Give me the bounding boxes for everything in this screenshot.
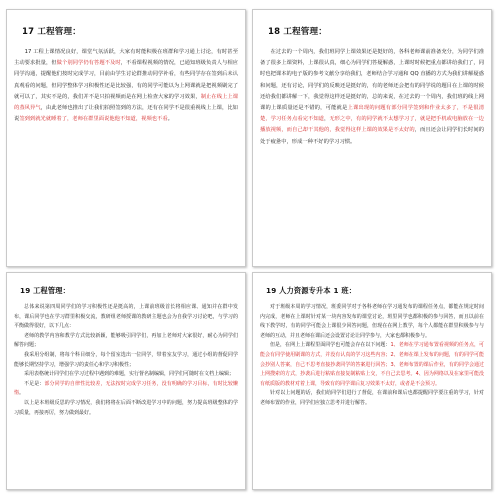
text-run: 对于班级本周的学习情况，班委同学对于各科老师在学习通发布的课程任务点，都能在规定时间内完成，老师在上课时针对某一块内容发布的课堂讨论，班里同学也都积极的参与回答，而且以前在线下教学时，有的同学可能会上课很少回答问题，但现在在网上教学，每个人都能在群里积极参与与老师的互动，并且老师在课后还会设置讨论让同学参与，大家也都积极参与。 [260,304,484,339]
text-run: 老师的教学内容和教学方式比较新颖，能够吸引同学们，再加上老师对大家很好，耐心为同学们解答问题； [14,332,238,349]
highlighted-text: 上课出现的问题有部分同学签到和作业太多了，不是很清楚，学习任务点看完不知道 [260,105,484,123]
highlighted-text: 签到到就光就睡着了，老师在群里面说他他不知道，视频也不看 [19,116,168,123]
report-paragraph [14,47,238,125]
page-19-hr-class [252,272,492,490]
text-run: ，不看课程视频的情况，已通知班级负责人与相应同学沟通，提醒他们按时完成学习，目前由学生讨论群推动同学补看，有些同学存在签到后未认真观看的问题，但同学整体学习积极性还是比较强，有的同学可能以为上网课就是把视频刷完了就可以了，其实不是的，我们并不是只拍视频而是在网上检查大家的学习效果， [14,60,238,100]
page-title: 17 工程管理： [22,27,81,37]
text-run: 在过去的一个周内，我们班同学上课效果还是挺好的，各科老师课前准备充分，为同学们准备了很多上课资料，上课很认真，细心为同学们答疑解惑，上课时时候把重点都讲给我们了，同时也把课本的电子版的参考文献分享给我们，老师结合学习通和 QQ 直播的方式为我们讲解疑惑和问题，还有讨论，同学们的反映还是挺好的，有的老师还会把有的同学说的题目在上课的时候还给我们都讲解一下，我觉得这样还是挺好的，总的来说，在过去的一个周内，我们班的线上网课的上课质量还是不错的，可能就是 [260,49,484,112]
report-paragraph [14,332,238,351]
text-run: 采用表格统计同学们在学习过程中遇到的难题，实行督名制编辑，同学们可随时在文档上编辑； [24,371,235,378]
text-run: 以上是本班级反思的学习情况，我们将将在后面不断改进学习中的问题，努力提高班级整体的学习质量，再接再厉，努力做到最好。 [14,399,238,416]
text-run: 针对以上问题的话，我们给同学们进行了督促，在课前和课后也都提醒同学要注重的学习，针对老师布置的作业，同学们应独立思考并进行解答。 [260,390,484,406]
report-paragraph [260,341,484,389]
report-paragraph [260,303,484,341]
text-run: 17 工程上课情况良好，课堂气氛活跃，大家有时能积极在班群和学习通上讨论，有时甚至主动要求批量，但 [14,49,238,67]
highlighted-text: 做个别同学仍有答题不及时 [56,60,121,67]
highlighted-text: 无形之中，有的同学就不太想学习了，就是把手机或电脑放在一边播放视频，而自己却干其他的，我觉得这样上课的效果是不太好的 [260,116,484,134]
page-title: 18 工程管理： [268,27,327,37]
page-19-engineering-management [6,272,246,490]
report-paragraph [14,399,238,418]
report-paragraph [14,303,238,332]
text-run: ，由此老师也推出了让我们拍照签到的方法，还有在同学不是很重视线上上课，比如说 [14,105,238,123]
text-run: ， [324,116,330,123]
text-run: 我采用分组制，将每个科目细分，每个留室选出一位同学，带着室友学习，通过小组的督促同学能够长期坚持学习，增强学习的责任心和学习积极性； [14,351,238,368]
report-paragraph [260,47,484,148]
page-17-engineering-management [6,9,246,267]
text-run: 不足是： [24,380,45,387]
highlighted-text: 部分同学的自律性比较差，无法按时完成学习任务，没有明确的学习目标，有时比较懒惰 [14,380,238,397]
text-run: ，而且还会让同学们长时间的处于疲惫中，形成一种不好的学习习惯。 [260,127,484,145]
report-paragraph [14,380,238,399]
report-paragraph [260,389,484,408]
page-18-engineering-management [252,9,492,267]
highlighted-text: 制止在线上上课的蒸风异气 [14,93,238,112]
report-paragraph [14,351,238,370]
page-title: 19 工程管理： [20,286,71,295]
page-title: 19 人力资源专升本 1 班： [266,286,357,295]
text-run: 但是，在网上上课程里面同学也可能会存在以下问题： [270,342,391,349]
text-run: 。 [167,116,173,123]
text-run: 。 [19,390,25,397]
report-paragraph [14,370,238,380]
text-run: 总体来说第四周同学们的学习积极性还是挺高的，上课前班级首长将相应课、通知并在群中发布，课后同学也在学习群里积极交流，教研组老师授课的教研主题也会为自我学习讨论吧，与学习的平衡做得很好，以下几点： [14,304,238,330]
highlighted-text: 1、老师在学习通布置看视频的任务点，可能会有同学使用刷课的方式，并没有认真的学习这些内容；2、老师在课上发布的问题，有的同学可能会抄别人答案，自己不思考直接抄袭同学的答案进行回答；3、老师布置的课后作业，有的同学会通过上网搜索的方式，抄袭后进行粘贴直接复制粘贴上交，不自己去思考。4、因为网络以及在家里可能没有纸质版的教材对着上课，导致有的同学课后复习效果不太好，或者是不会预习。 [260,342,484,387]
